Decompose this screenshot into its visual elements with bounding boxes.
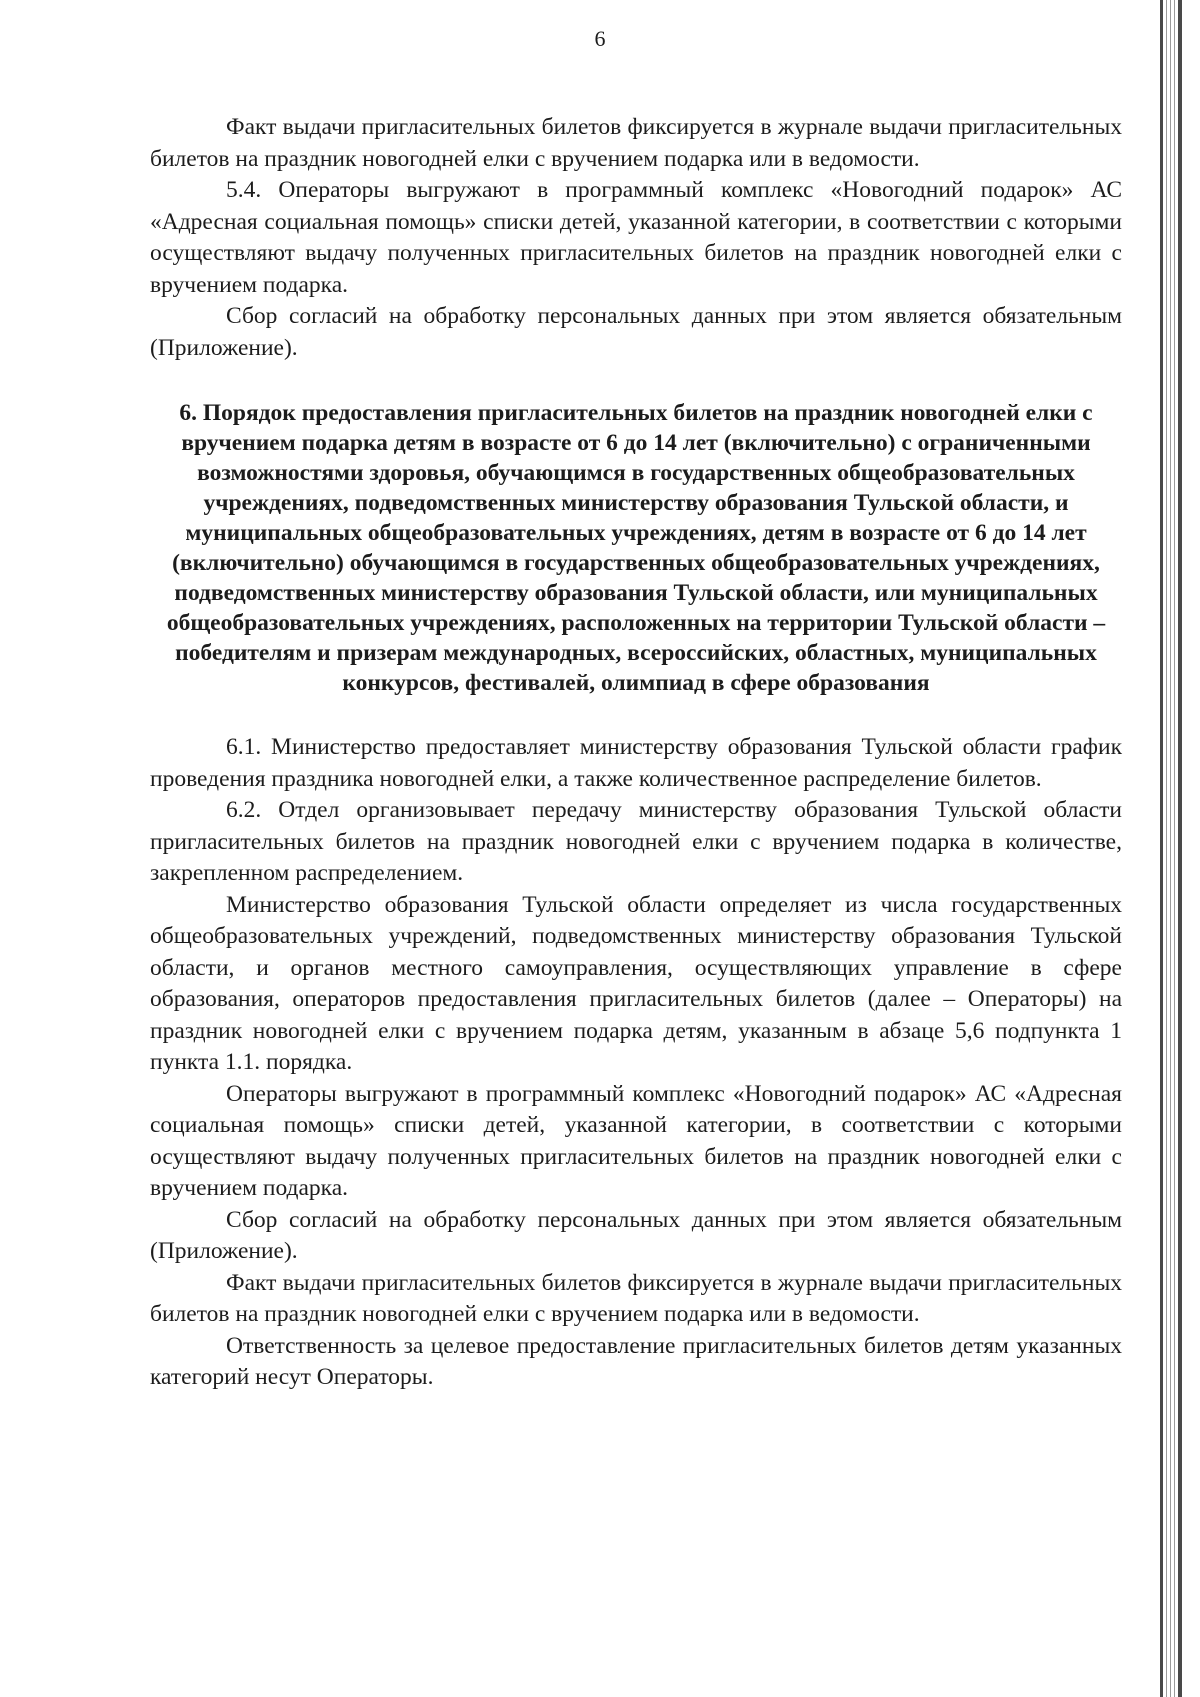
paragraph-6-2: 6.2. Отдел организовывает передачу министерству образования Тульской области пригласительных билетов на праздник новогодней елки с вручением подарка в количестве, закрепленном распределением. [150, 797, 1122, 886]
page-number: 6 [594, 26, 606, 51]
section-6-heading: 6. Порядок предоставления пригласительных билетов на праздник новогодней елки с вручением подарка детям в возрасте от 6 до 14 лет (включительно) с ограниченными возможностями здоровья, обучающимся в государственных общеобразовательных учреждениях, подведомственных министерству образования Тульской области, и муниципальных общеобразовательных учреждениях, детям в возрасте от 6 до 14 лет (включительно) обучающимся в государственных общеобразовательных учреждениях, подведомственных министерству образования Тульской области, или муниципальных общеобразовательных учреждениях, расположенных на территории Тульской области – победителям и призерам международных, всероссийских, областных, муниципальных конкурсов, фестивалей, олимпиад в сфере образования [166, 400, 1106, 696]
paragraph-responsibility: Ответственность за целевое предоставление пригласительных билетов детям указанных категорий несут Операторы. [150, 1332, 1122, 1390]
paragraph-ministry-operators: Министерство образования Тульской области определяет из числа государственных общеобразовательных учреждений, подведомственных министерству образования Тульской области, и органов местного самоуправления, осуществляющих управление в сфере образования, операторов предоставления пригласительных билетов (далее – Операторы) на праздник новогодней елки с вручением подарка детям, указанным в абзаце 5,6 подпункта 1 пункта 1.1. порядка. [150, 891, 1122, 1075]
paragraph-fact-issuance: Факт выдачи пригласительных билетов фиксируется в журнале выдачи пригласительных билетов на праздник новогодней елки с вручением подарка или в ведомости. [150, 114, 1122, 172]
paragraph-fact-issuance-2: Факт выдачи пригласительных билетов фиксируется в журнале выдачи пригласительных билетов на праздник новогодней елки с вручением подарка или в ведомости. [150, 1269, 1122, 1327]
paragraph-operators-upload: Операторы выгружают в программный комплекс «Новогодний подарок» АС «Адресная социальная помощь» списки детей, указанной категории, в соответствии с которыми осуществляют выдачу полученных пригласительных билетов на праздник новогодней елки с вручением подарка. [150, 1080, 1122, 1201]
document-body [150, 112, 1122, 1394]
paragraph-consent: Сбор согласий на обработку персональных данных при этом является обязательным (Приложение). [150, 303, 1122, 361]
paragraph-consent-2: Сбор согласий на обработку персональных данных при этом является обязательным (Приложение). [150, 1206, 1122, 1264]
paragraph-6-1: 6.1. Министерство предоставляет министерству образования Тульской области график проведения праздника новогодней елки, а также количественное распределение билетов. [150, 734, 1122, 792]
paragraph-5-4: 5.4. Операторы выгружают в программный комплекс «Новогодний подарок» АС «Адресная социальная помощь» списки детей, указанной категории, в соответствии с которыми осуществляют выдачу полученных пригласительных билетов на праздник новогодней елки с вручением подарка. [150, 177, 1122, 298]
scan-binding-edge [1160, 0, 1182, 1697]
